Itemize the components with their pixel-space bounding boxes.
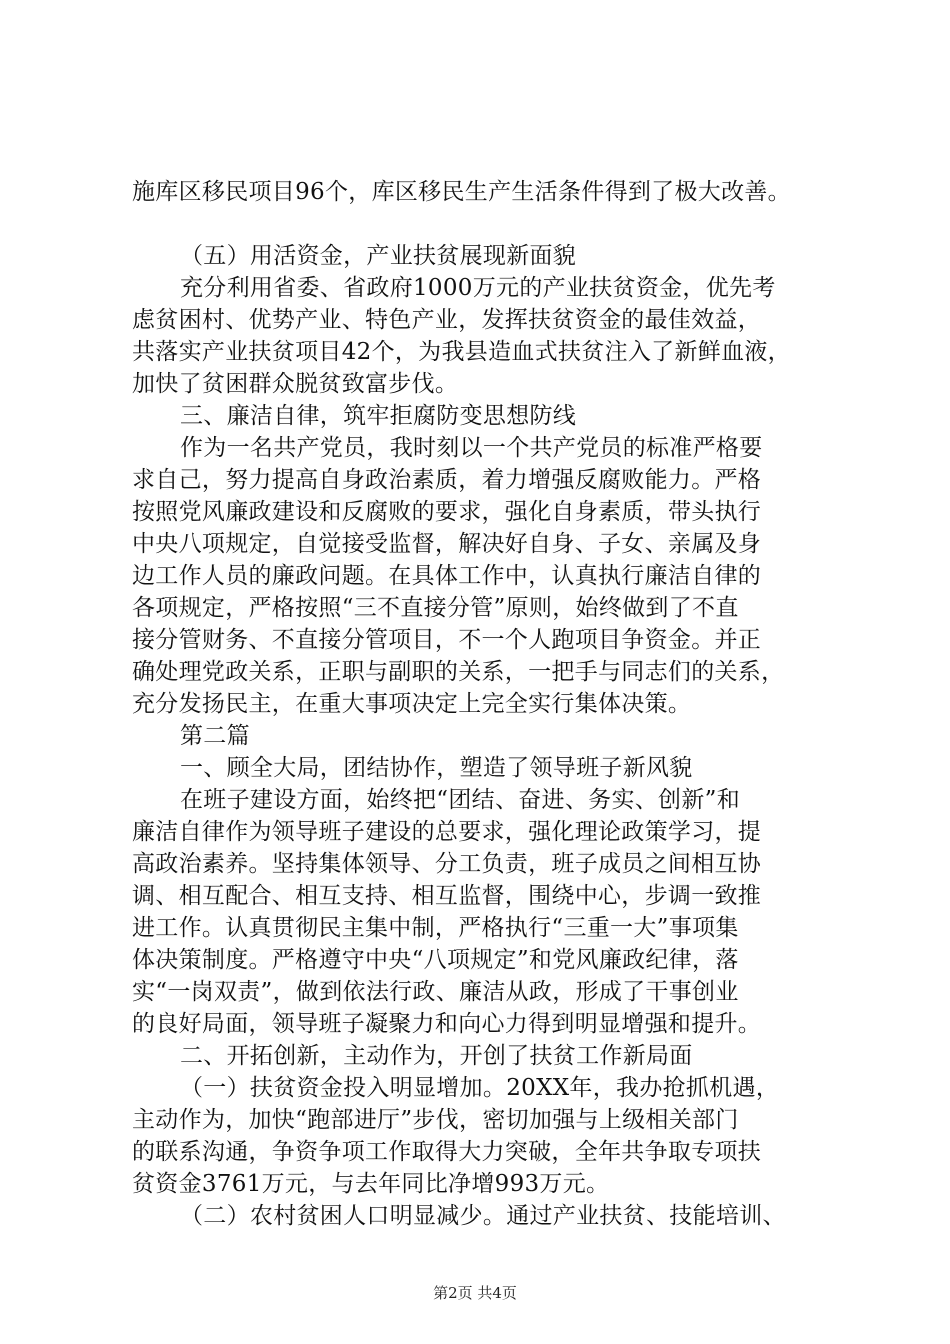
text-line: （二）农村贫困人口明显减少。通过产业扶贫、技能培训、 — [180, 1203, 786, 1229]
text-line: 求自己，努力提高自身政治素质，着力增强反腐败能力。严格 — [132, 467, 762, 493]
text-line: 作为一名共产党员，我时刻以一个共产党员的标准严格要 — [180, 435, 763, 461]
text-line: 共落实产业扶贫项目42个，为我县造血式扶贫注入了新鲜血液， — [132, 339, 791, 365]
text-line: 按照党风廉政建设和反腐败的要求，强化自身素质，带头执行 — [132, 499, 762, 525]
text-line: 加快了贫困群众脱贫致富步伐。 — [132, 371, 459, 397]
text-line: 的良好局面，领导班子凝聚力和向心力得到明显增强和提升。 — [132, 1011, 762, 1037]
text-line: 确处理党政关系，正职与副职的关系，一把手与同志们的关系， — [132, 659, 785, 685]
text-line: 充分发扬民主，在重大事项决定上完全实行集体决策。 — [132, 691, 692, 717]
text-line: 进工作。认真贯彻民主集中制，严格执行“三重一大”事项集 — [132, 915, 739, 941]
section-heading: 一、顾全大局，团结协作，塑造了领导班子新风貌 — [180, 755, 693, 781]
text-line: 高政治素养。坚持集体领导、分工负责，班子成员之间相互协 — [132, 851, 762, 877]
text-line: 实“一岗双责”，做到依法行政、廉洁从政，形成了干事创业 — [132, 979, 739, 1005]
text-line: 体决策制度。严格遵守中央“八项规定”和党风廉政纪律，落 — [132, 947, 739, 973]
text-line: 在班子建设方面，始终把“团结、奋进、务实、创新”和 — [180, 787, 741, 813]
text-line: 廉洁自律作为领导班子建设的总要求，强化理论政策学习，提 — [132, 819, 762, 845]
text-line: 调、相互配合、相互支持、相互监督，围绕中心，步调一致推 — [132, 883, 762, 909]
text-line: 边工作人员的廉政问题。在具体工作中，认真执行廉洁自律的 — [132, 563, 762, 589]
text-line: 施库区移民项目96个，库区移民生产生活条件得到了极大改善。 — [132, 179, 791, 205]
text-line: 主动作为，加快“跑部进厅”步伐，密切加强与上级相关部门 — [132, 1107, 739, 1133]
section-heading: （五）用活资金，产业扶贫展现新面貌 — [180, 243, 577, 269]
text-line: 各项规定，严格按照“三不直接分管”原则，始终做到了不直 — [132, 595, 739, 621]
section-heading: 三、廉洁自律，筑牢拒腐防变思想防线 — [180, 403, 577, 429]
text-line: （一）扶贫资金投入明显增加。20XX年，我办抢抓机遇， — [180, 1075, 780, 1101]
text-line: 充分利用省委、省政府1000万元的产业扶贫资金，优先考 — [180, 275, 776, 301]
text-line: 的联系沟通，争资争项工作取得大力突破，全年共争取专项扶 — [132, 1139, 762, 1165]
text-line: 虑贫困村、优势产业、特色产业，发挥扶贫资金的最佳效益， — [132, 307, 762, 333]
text-line: 中央八项规定，自觉接受监督，解决好自身、子女、亲属及身 — [132, 531, 762, 557]
text-line: 贫资金3761万元，与去年同比净增993万元。 — [132, 1171, 610, 1197]
text-line: 接分管财务、不直接分管项目，不一个人跑项目争资金。并正 — [132, 627, 762, 653]
section-heading: 二、开拓创新，主动作为，开创了扶贫工作新局面 — [180, 1043, 693, 1069]
chapter-heading: 第二篇 — [180, 723, 250, 749]
page-footer: 第2页 共4页 — [433, 1284, 517, 1302]
